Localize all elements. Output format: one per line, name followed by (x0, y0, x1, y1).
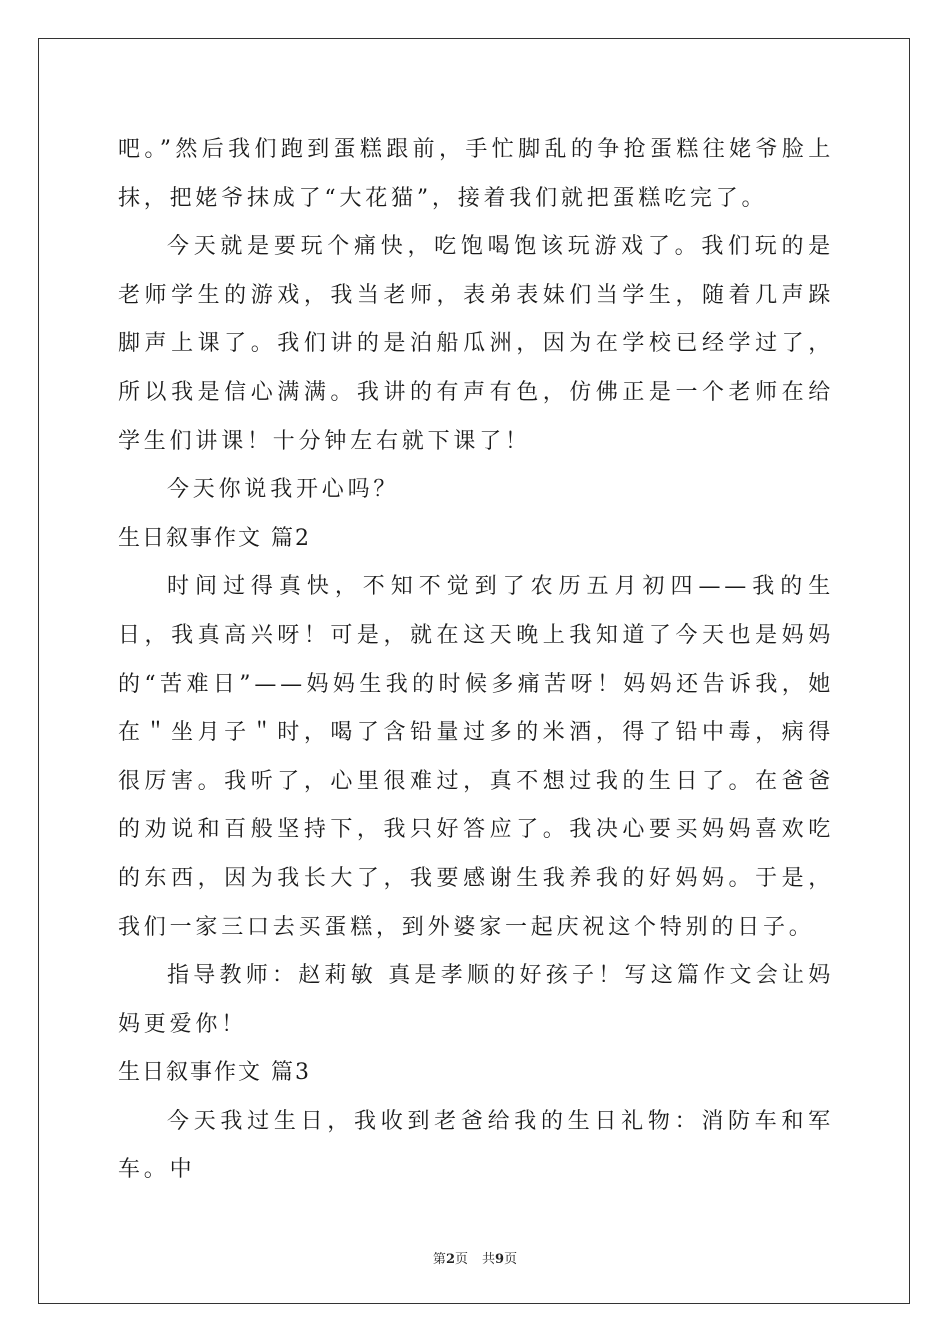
page-suffix: 页 (454, 1252, 468, 1267)
page-prefix: 第 (432, 1252, 446, 1267)
section-heading: 生日叙事作文 篇2 (118, 525, 311, 551)
page-footer (0, 1248, 950, 1267)
paragraph: 今天你说我开心吗？ (167, 477, 400, 503)
paragraph: 今天就是要玩个痛快，吃饱喝饱该玩游戏了。我们玩的是老师学生的游戏，我当老师，表弟表妹们当学生，随着几声跺脚声上课了。我们讲的是泊船瓜洲，因为在学校已经学过了，所以我是信心满满。我讲的有声有色，仿佛正是一个老师在给学生们讲课！十分钟左右就下课了！ (118, 234, 834, 454)
page-current: 2 (445, 1252, 455, 1267)
paragraph: 今天我过生日，我收到老爸给我的生日礼物：消防车和军车。中 (118, 1108, 834, 1183)
paragraph: 指导教师：赵莉敏 真是孝顺的好孩子！写这篇作文会让妈妈更爱你！ (118, 963, 834, 1037)
total-suffix: 页 (504, 1252, 518, 1267)
document-body (118, 126, 834, 1195)
paragraph: 时间过得真快，不知不觉到了农历五月初四——我的生日，我真高兴呀！可是，就在这天晚上我知道了今天也是妈妈的“苦难日”——妈妈生我的时候多痛苦呀！妈妈还告诉我，她在＂坐月子＂时，喝了含铅量过多的米酒，得了铅中毒，病得很厉害。我听了，心里很难过，真不想过我的生日了。在爸爸的劝说和百般坚持下，我只好答应了。我决心要买妈妈喜欢吃的东西，因为我长大了，我要感谢生我养我的好妈妈。于是，我们一家三口去买蛋糕，到外婆家一起庆祝这个特别的日子。 (118, 574, 834, 940)
page-total: 9 (495, 1252, 505, 1267)
total-prefix: 共 (482, 1252, 496, 1267)
paragraph: 吧。”然后我们跑到蛋糕跟前，手忙脚乱的争抢蛋糕往姥爷脸上抹，把姥爷抹成了“大花猫”，接着我们就把蛋糕吃完了。 (118, 137, 834, 211)
section-heading: 生日叙事作文 篇3 (118, 1060, 311, 1086)
